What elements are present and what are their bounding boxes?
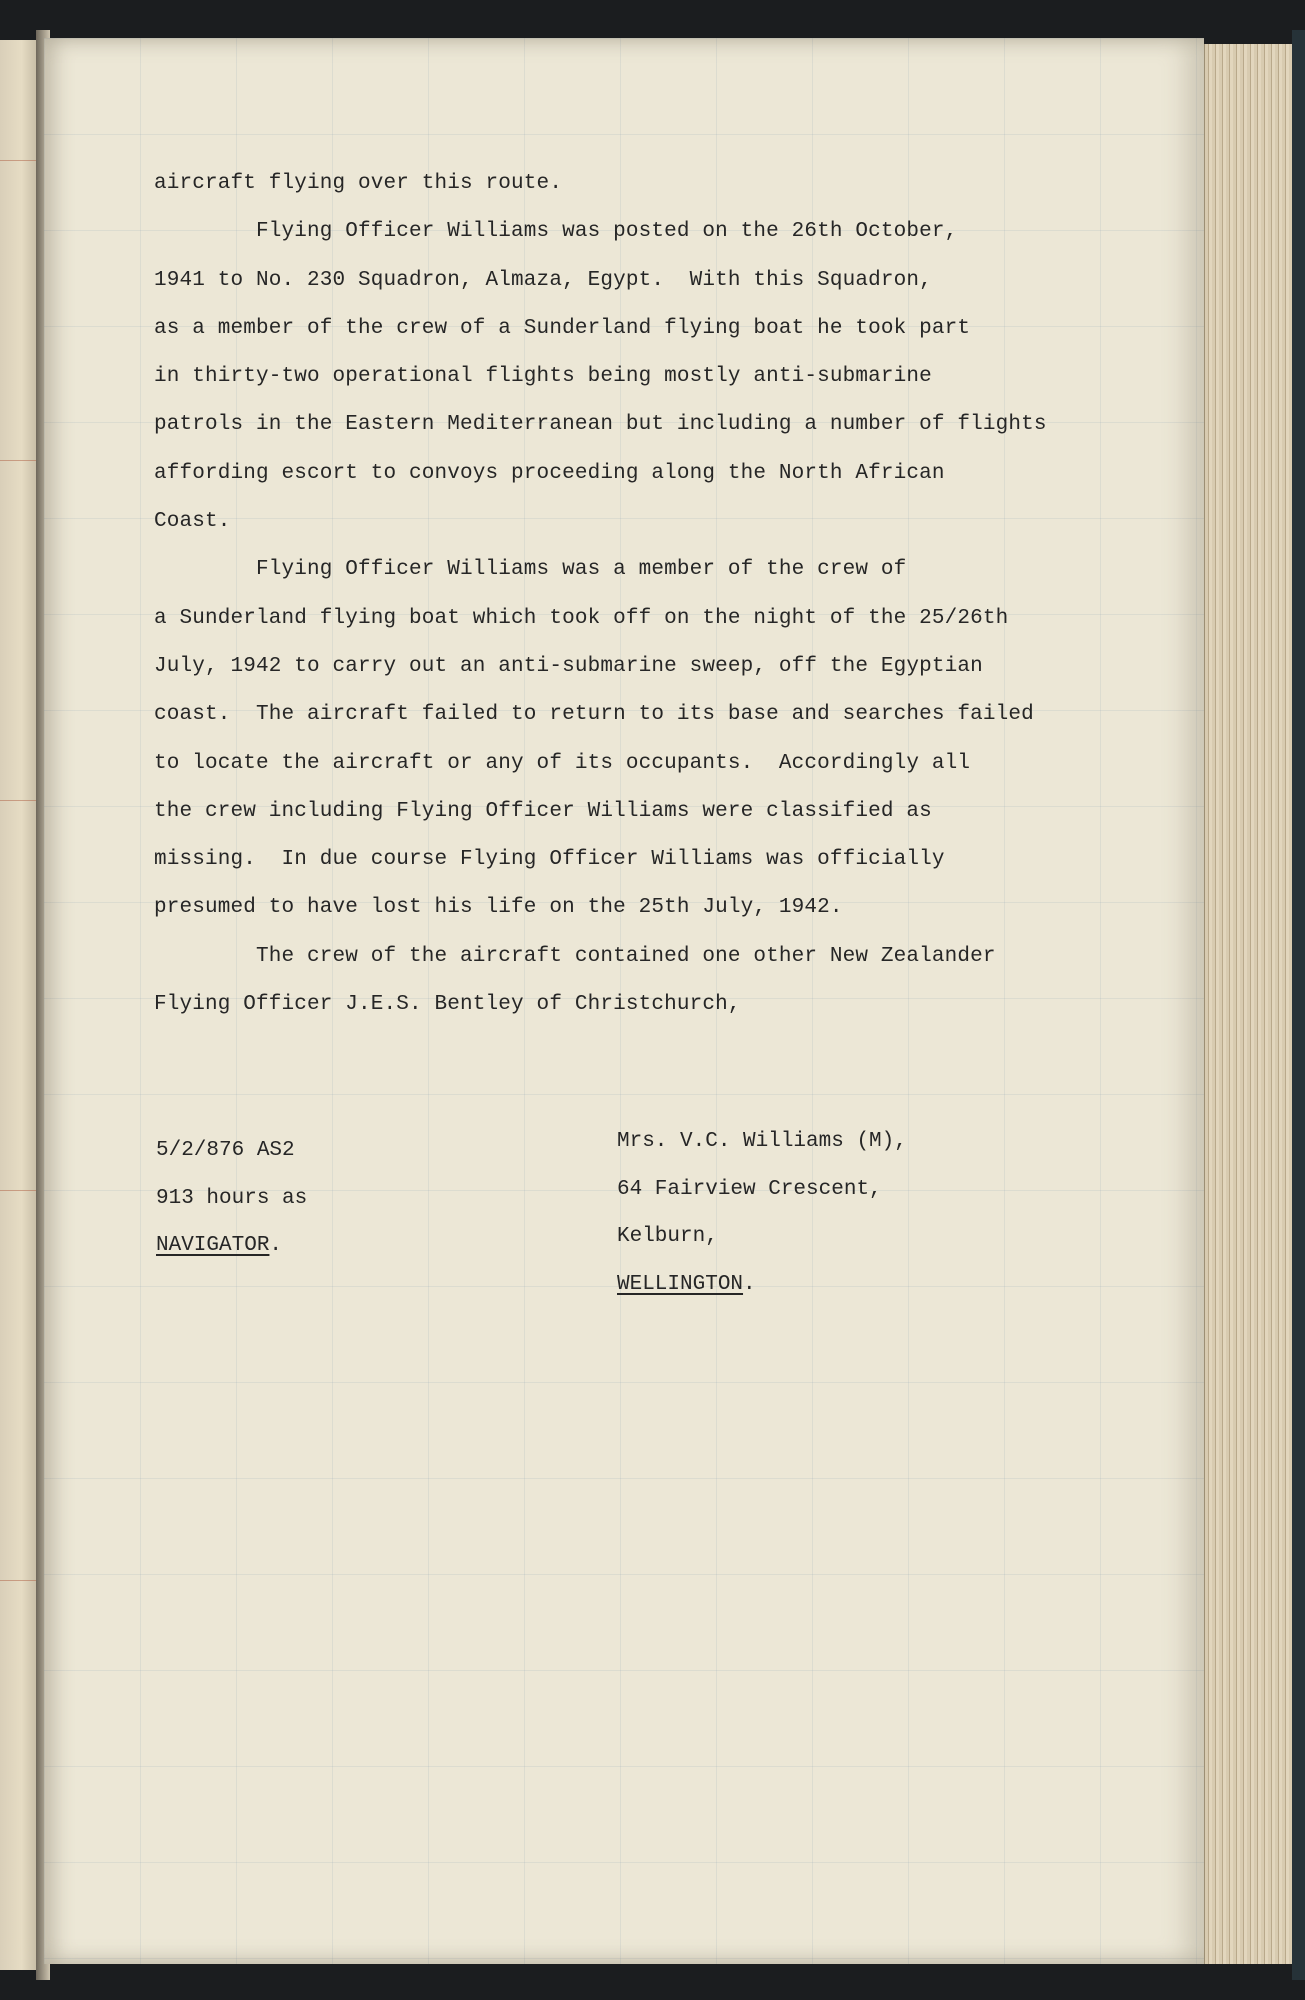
role-suffix: . <box>269 1234 283 1257</box>
kin-city-line <box>617 1261 907 1309</box>
body-line: July, 1942 to carry out an anti-submarine sweep, off the Egyptian <box>154 654 983 678</box>
book-binding <box>1292 30 1305 1980</box>
body-line: Coast. <box>154 510 231 534</box>
body-line: Flying Officer J.E.S. Bentley of Christchurch, <box>154 993 741 1017</box>
facing-page-rule <box>0 160 36 161</box>
typed-body-text <box>154 160 1164 1029</box>
body-line: 1941 to No. 230 Squadron, Almaza, Egypt. With this Squadron, <box>154 268 932 292</box>
kin-name: Mrs. V.C. Williams (M), <box>617 1130 907 1153</box>
facing-page-edge <box>0 40 37 1970</box>
body-line: The crew of the aircraft contained one other New Zealander <box>154 944 996 968</box>
facing-page-rule <box>0 1580 36 1581</box>
facing-page-rule <box>0 800 36 801</box>
service-reference-block <box>156 1127 307 1270</box>
body-line: affording escort to convoys proceeding along the North African <box>154 461 945 485</box>
body-line: missing. In due course Flying Officer Williams was officially <box>154 848 945 872</box>
body-line: the crew including Flying Officer Williams were classified as <box>154 799 932 823</box>
kin-suburb: Kelburn, <box>617 1225 718 1248</box>
kin-street: 64 Fairview Crescent, <box>617 1177 882 1201</box>
facing-page-rule <box>0 1190 36 1191</box>
file-reference: 5/2/876 AS2 <box>156 1139 295 1162</box>
body-line: coast. The aircraft failed to return to its base and searches failed <box>154 703 1034 727</box>
flight-hours: 913 hours as <box>156 1186 308 1210</box>
facing-page-rule <box>0 460 36 461</box>
body-line: as a member of the crew of a Sunderland flying boat he took part <box>154 316 971 340</box>
kin-city-suffix: . <box>743 1272 756 1296</box>
body-line: presumed to have lost his life on the 25th July, 1942. <box>154 896 843 920</box>
body-line: Flying Officer Williams was a member of the crew of <box>154 558 907 582</box>
kin-city: WELLINGTON <box>617 1272 744 1296</box>
body-line: aircraft flying over this route. <box>154 172 563 195</box>
body-line: to locate the aircraft or any of its occupants. Accordingly all <box>154 751 971 775</box>
body-line: patrols in the Eastern Mediterranean but including a number of flights <box>154 413 1047 437</box>
role: NAVIGATOR <box>156 1234 270 1257</box>
body-line: in thirty-two operational flights being mostly anti-submarine <box>154 365 932 389</box>
role-line <box>156 1222 307 1270</box>
next-of-kin-address <box>617 1118 907 1308</box>
page-stack-edges <box>1204 44 1293 1964</box>
body-line: Flying Officer Williams was posted on the 26th October, <box>154 220 958 244</box>
body-line: a Sunderland flying boat which took off on the night of the 25/26th <box>154 606 1009 630</box>
